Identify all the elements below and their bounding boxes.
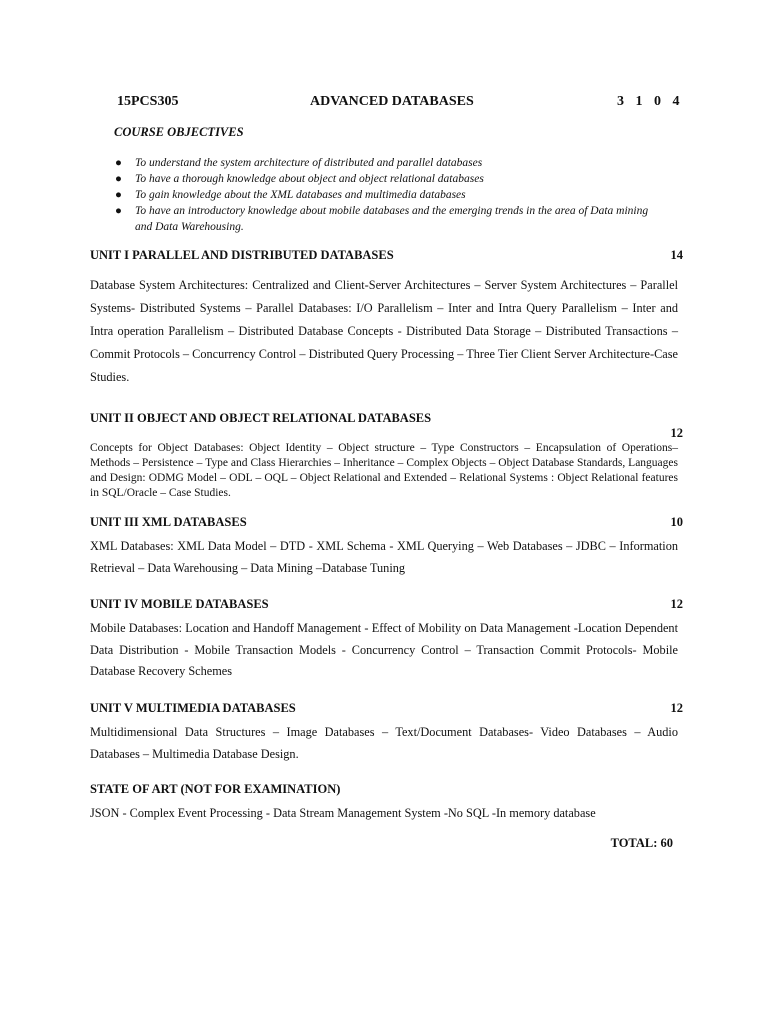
- unit-1-title: UNIT I PARALLEL AND DISTRIBUTED DATABASES: [90, 248, 394, 262]
- course-code: 15PCS305: [117, 94, 179, 109]
- unit-1-content: Database System Architectures: Centralized and Client-Server Architectures – Server System Architectures – Parallel Systems- Distributed Systems – Parallel Databases: I/O Parallelism – Inter and Intra Query Parallelism – Inter and Intra operation Parallelism – Distributed Database Concepts - Distributed Data Storage – Distributed Transactions – Commit Protocols – Concurrency Control – Distributed Query Processing – Three Tier Client Server Architecture-Case Studies.: [90, 278, 678, 384]
- unit-1-hours: 14: [670, 248, 683, 262]
- objective-item: ● To understand the system architecture of distributed and parallel databases: [115, 157, 483, 169]
- objectives-list: [115, 155, 655, 235]
- bullet-icon: ●: [115, 205, 122, 217]
- objective-item: ● To gain knowledge about the XML databases and multimedia databases: [115, 189, 466, 201]
- unit-2-title: UNIT II OBJECT AND OBJECT RELATIONAL DATABASES: [90, 411, 432, 425]
- state-of-art-content: JSON - Complex Event Processing - Data Stream Management System -No SQL -In memory database: [90, 806, 596, 820]
- unit-5-content: Multidimensional Data Structures – Image Databases – Text/Document Databases- Video Databases – Audio Databases – Multimedia Database Design.: [90, 725, 678, 761]
- total-hours: TOTAL: 60: [610, 836, 673, 850]
- unit-5-hours: 12: [670, 701, 683, 715]
- unit-2-hours: 12: [670, 426, 683, 440]
- unit-5-title: UNIT V MULTIMEDIA DATABASES: [90, 701, 296, 715]
- unit-3-content: XML Databases: XML Data Model – DTD - XML Schema - XML Querying – Web Databases – JDBC – Information Retrieval – Data Warehousing – Data Mining –Database Tuning: [90, 539, 678, 575]
- bullet-icon: ●: [115, 157, 122, 169]
- course-title: ADVANCED DATABASES: [310, 94, 474, 109]
- bullet-icon: ●: [115, 173, 122, 185]
- unit-2-content: Concepts for Object Databases: Object Identity – Object structure – Type Constructors – Encapsulation of Operations– Methods – Persistence – Type and Class Hierarchies – Inheritance – Complex Objects – Object Database Standards, Languages and Design: ODMG Model – ODL – OQL – Object Relational and Extended – Relational Systems : Object Relational features in SQL/Oracle – Case Studies.: [90, 442, 678, 499]
- objectives-heading: COURSE OBJECTIVES: [114, 125, 244, 139]
- unit-3-hours: 10: [670, 515, 683, 529]
- unit-4-content: Mobile Databases: Location and Handoff Management - Effect of Mobility on Data Management -Location Dependent Data Distribution - Mobile Transaction Models - Concurrency Control – Transaction Commit Protocols- Mobile Database Recovery Schemes: [90, 621, 678, 678]
- unit-3-title: UNIT III XML DATABASES: [90, 515, 247, 529]
- unit-4-title: UNIT IV MOBILE DATABASES: [90, 597, 269, 611]
- bullet-icon: ●: [115, 189, 122, 201]
- credits: 3 1 0 4: [617, 94, 681, 109]
- objective-item: ● To have an introductory knowledge about mobile databases and the emerging trends in the area of Data mining and Data Warehousing.: [115, 205, 649, 233]
- state-of-art-title: STATE OF ART (NOT FOR EXAMINATION): [90, 782, 341, 796]
- objective-item: ● To have a thorough knowledge about object and object relational databases: [115, 173, 484, 185]
- unit-4-hours: 12: [670, 597, 683, 611]
